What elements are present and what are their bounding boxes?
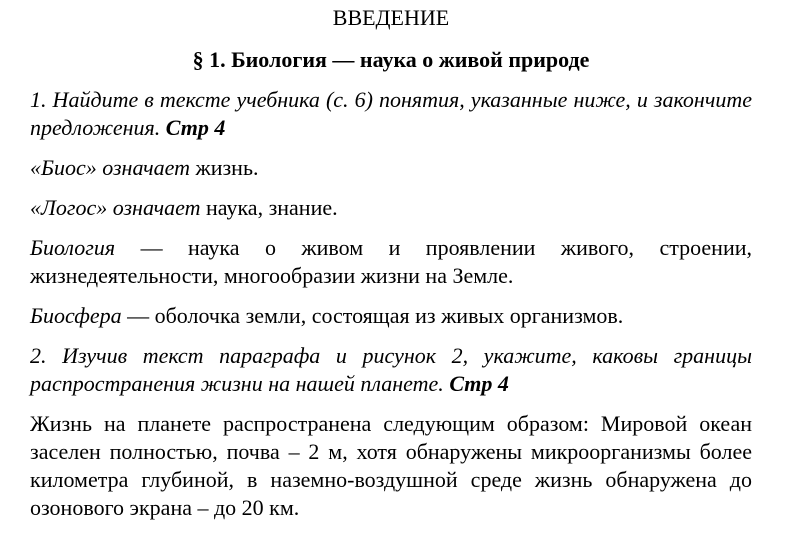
definition-term: Биосфера	[30, 303, 122, 328]
definition-text: — наука о живом и проявлении живого, строении, жизнедеятельности, многообразии жизни на Земле.	[30, 235, 753, 288]
definition-text: — оболочка земли, состоящая из живых организмов.	[127, 303, 624, 328]
task-2-question: 2. Изучив текст параграфа и рисунок 2, укажите, каковы границы распространения жизни на нашей планете.	[30, 343, 752, 396]
definition-text: наука, знание.	[206, 195, 338, 220]
definition-logos	[30, 194, 752, 222]
definition-text: жизнь.	[195, 155, 259, 180]
section-heading: ВВЕДЕНИЕ	[332, 5, 450, 30]
task-2-answer: Жизнь на планете распространена следующим образом: Мировой океан заселен полностью, почва – 2 м, хотя обнаружены микроорганизмы более километра глубиной, в наземно-воздушной среде жизнь обнаружена до озонового экрана – до 20 км.	[30, 411, 752, 520]
definition-bios	[30, 154, 752, 182]
task-1	[30, 86, 752, 142]
paragraph-heading: § 1. Биология — наука о живой природе	[192, 47, 590, 72]
task-1-page-ref: Стр 4	[165, 115, 226, 140]
definition-biosphere	[30, 302, 752, 330]
definition-term: Биология	[30, 235, 116, 260]
task-2-page-ref: Стр 4	[449, 371, 509, 396]
definition-biology	[30, 234, 752, 290]
task-2	[30, 342, 752, 398]
task-1-question: 1. Найдите в тексте учебника (с. 6) понятия, указанные ниже, и закончите предложения.	[30, 87, 752, 140]
definition-term: «Логос» означает	[30, 195, 201, 220]
definition-term: «Биос» означает	[30, 155, 191, 180]
